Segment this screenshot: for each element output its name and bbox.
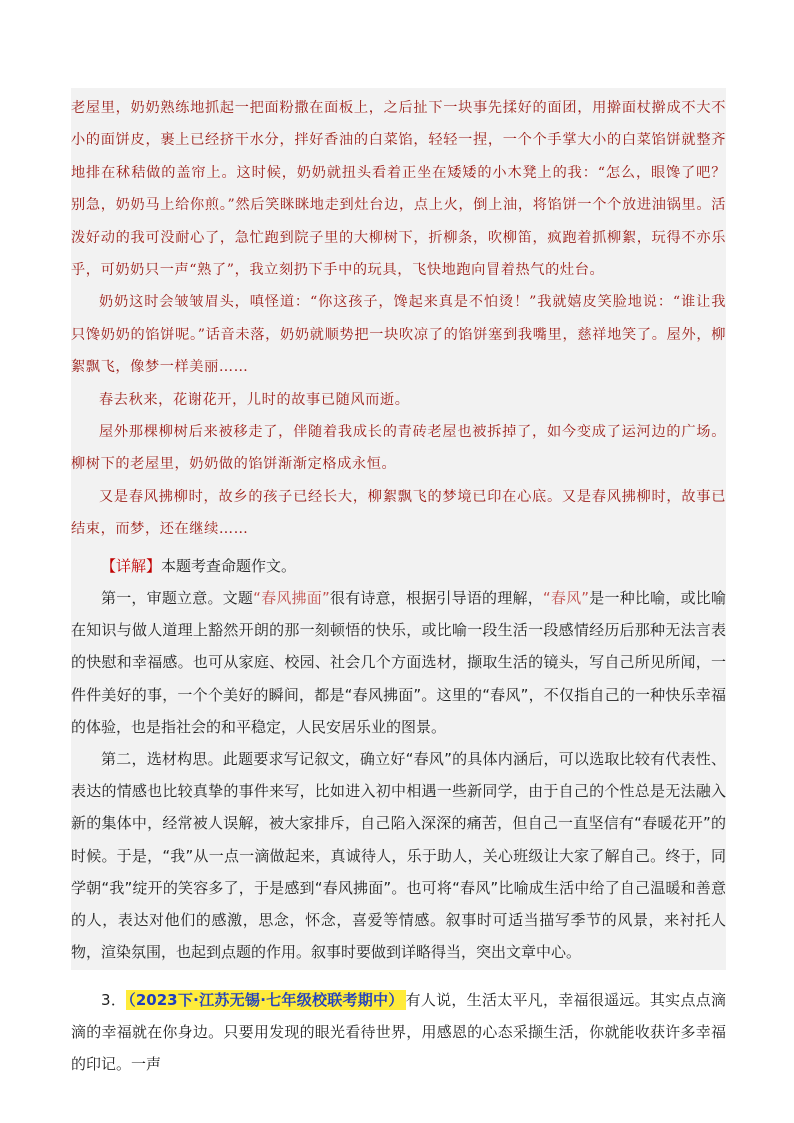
question-number: 3． [101, 991, 127, 1010]
essay-paragraph-1: 老屋里，奶奶熟练地抓起一把面粉撒在面板上，之后扯下一块事先揉好的面团，用擀面杖擀成不大不小的面饼皮，裹上已经挤干水分，拌好香油的白菜馅，轻轻一捏，一个个手掌大小的白菜馅饼就整齐地排在秫秸做的盖帘上。这时候，奶奶就扭头看着正坐在矮矮的小木凳上的我：“怎么，眼馋了吧？别急，奶奶马上给你煎。”然后笑眯眯地走到灶台边，点上火，倒上油，将馅饼一个个放进油锅里。活泼好动的我可没耐心了，急忙跑到院子里的大柳树下，折柳条，吹柳笛，疯跑着抓柳絮，玩得不亦乐乎，可奶奶只一声“熟了”，我立刻扔下手中的玩具，飞快地跑向冒着热气的灶台。 [71, 100, 726, 279]
detail-paragraph-1 [71, 582, 726, 743]
detail-p1-c: 很有诗意，根据引导语的理解， [329, 588, 543, 607]
detail-p1-a: 第一，审题立意。文题 [101, 588, 254, 607]
question-3-text [71, 984, 726, 1080]
essay-paragraph-4: 屋外那棵柳树后来被移走了，伴随着我成长的青砖老屋也被拆掉了，如今变成了运河边的广场。柳树下的老屋里，奶奶做的馅饼渐渐定格成永恒。 [71, 424, 726, 473]
detail-intro [71, 550, 726, 582]
detail-block [71, 550, 726, 971]
highlight-chunfeng-fumian: “春风拂面” [253, 588, 330, 607]
question-prompt: 有人说，生活太平凡，幸福很遥远。其实点点滴滴的幸福就在你身边。只要用发现的眼光看待世界，用感恩的心态采撷生活，你就能收获许多幸福的印记。一声 [71, 991, 726, 1074]
highlight-chunfeng: “春风” [542, 588, 590, 607]
essay-paragraph-5: 又是春风拂柳时，故乡的孩子已经长大，柳絮飘飞的梦境已印在心底。又是春风拂柳时，故事已结束，而梦，还在继续…… [71, 488, 726, 538]
document-page [71, 88, 726, 1080]
detail-label: 【详解】 [101, 556, 162, 575]
essay-block [71, 88, 726, 550]
detail-p1-e: 是一种比喻，或比喻在知识与做人道理上豁然开朗的那一刻顿悟的快乐，或比喻一段生活一段感情经历后那种无法言表的快慰和幸福感。也可从家庭、校园、社会几个方面选材，撷取生活的镜头，写自己所见所闻，一件件美好的事，一个个美好的瞬间，都是“春风拂面”。这里的“春风”，不仅指自己的一种快乐幸福的体验，也是指社会的和平稳定，人民安居乐业的图景。 [71, 588, 726, 736]
question-source-badge: （2023下·江苏无锡·七年级校联考期中） [128, 991, 404, 1010]
question-3 [71, 984, 726, 1080]
essay-paragraph-3: 春去秋来，花谢花开，儿时的故事已随风而逝。 [99, 391, 410, 408]
essay-paragraph-2: 奶奶这时会皱皱眉头，嗔怪道：“你这孩子，馋起来真是不怕烫！”我就嬉皮笑脸地说：“谁让我只馋奶奶的馅饼呢。”话音未落，奶奶就顺势把一块吹凉了的馅饼塞到我嘴里，慈祥地笑了。屋外，柳絮飘飞，像梦一样美丽…… [71, 294, 726, 376]
detail-intro-text: 本题考查命题作文。 [161, 556, 297, 575]
detail-paragraph-2: 第二，选材构思。此题要求写记叙文，确立好“春风”的具体内涵后，可以选取比较有代表性、表达的情感也比较真挚的事件来写，比如进入初中相遇一些新同学，由于自己的个性总是无法融入新的集体中，经常被人误解，被大家排斥，自己陷入深深的痛苦，但自己一直坚信有“春暖花开”的时候。于是，“我”从一点一滴做起来，真诚待人，乐于助人，关心班级让大家了解自己。终于，同学朝“我”绽开的笑容多了，于是感到“春风拂面”。也可将“春风”比喻成生活中给了自己温暖和善意的人，表达对他们的感激，思念，怀念，喜爱等情感。叙事时可适当描写季节的风景，来衬托人物，渲染氛围，也起到点题的作用。叙事时要做到详略得当，突出文章中心。 [71, 749, 726, 962]
